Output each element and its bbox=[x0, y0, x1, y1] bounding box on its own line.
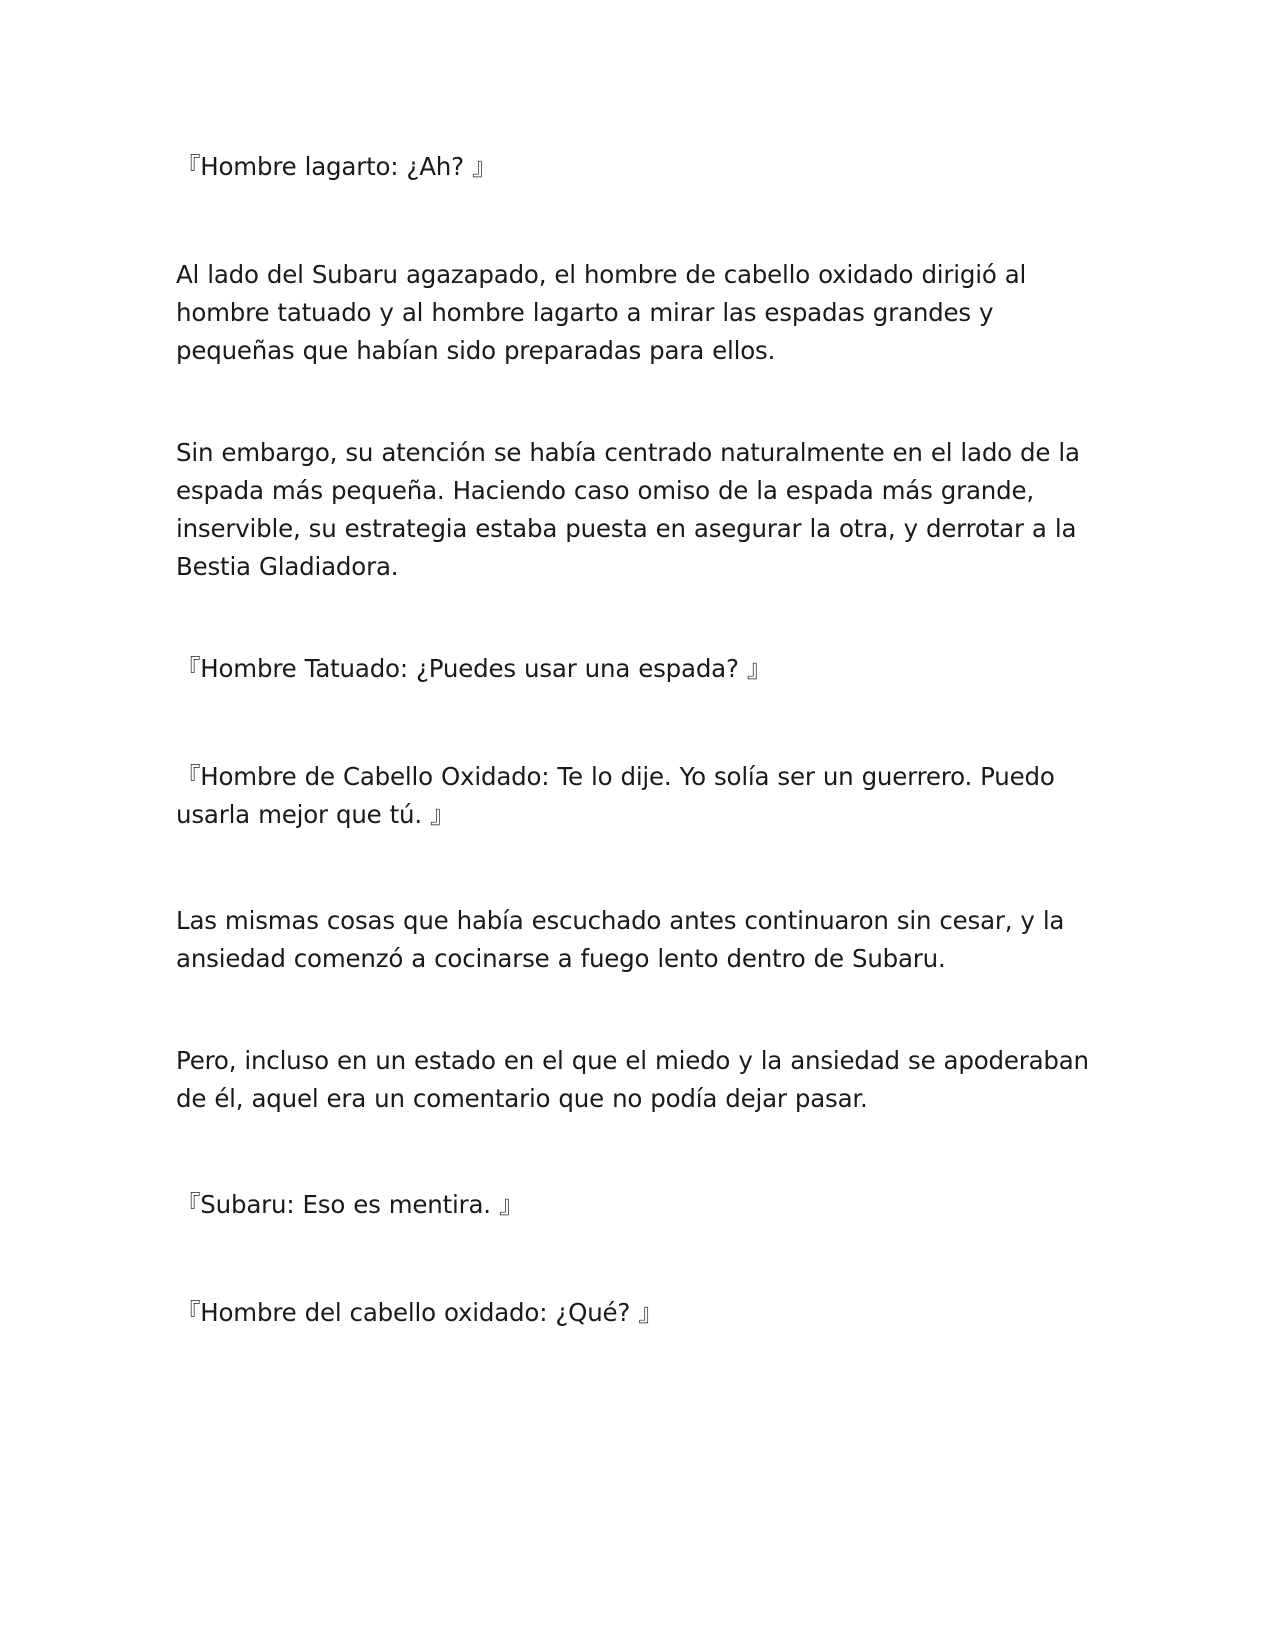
dialogue-tattooed-man: 『Hombre Tatuado: ¿Puedes usar una espada? 』 bbox=[176, 654, 772, 683]
paragraph-narration-1: Al lado del Subaru agazapado, el hombre de cabello oxidado dirigió al hombre tatuado y al hombre lagarto a mirar las espadas grandes y pequeñas que habían sido preparadas para ellos. bbox=[176, 260, 1027, 365]
dialogue-subaru: 『Subaru: Eso es mentira. 』 bbox=[176, 1190, 524, 1219]
paragraph-narration-4: Pero, incluso en un estado en el que el miedo y la ansiedad se apoderaban de él, aquel era un comentario que no podía dejar pasar. bbox=[176, 1046, 1089, 1113]
paragraph-narration-3: Las mismas cosas que había escuchado antes continuaron sin cesar, y la ansiedad comenzó a cocinarse a fuego lento dentro de Subaru. bbox=[176, 906, 1065, 973]
dialogue-rusty-hair-man-2: 『Hombre del cabello oxidado: ¿Qué? 』 bbox=[176, 1298, 663, 1327]
dialogue-lizard-man: 『Hombre lagarto: ¿Ah? 』 bbox=[176, 152, 497, 181]
paragraph-narration-2: Sin embargo, su atención se había centrado naturalmente en el lado de la espada más pequeña. Haciendo caso omiso de la espada más grande, inservible, su estrategia estaba puesta en asegurar la otra, y derrotar a la Bestia Gladiadora. bbox=[176, 438, 1080, 581]
dialogue-rusty-hair-man-1: 『Hombre de Cabello Oxidado: Te lo dije. Yo solía ser un guerrero. Puedo usarla mejor que tú. 』 bbox=[176, 762, 1055, 829]
